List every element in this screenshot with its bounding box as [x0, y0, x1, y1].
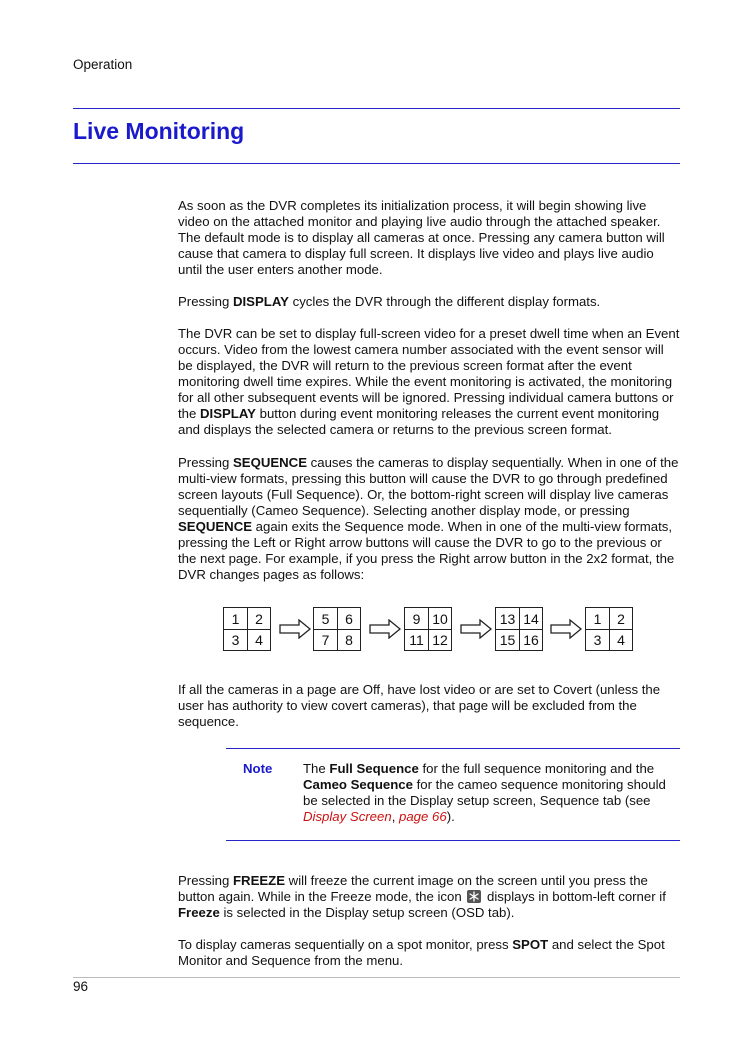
camera-cell: 1	[586, 608, 610, 630]
camera-cell: 5	[314, 608, 338, 630]
note-text: The Full Sequence for the full sequence monitoring and the Cameo Sequence for the cameo sequence monitoring should be selected in the Display setup screen, Sequence tab (see Display Screen, page 66).	[303, 761, 666, 824]
camera-cell: 15	[496, 629, 520, 651]
note-rule-top	[226, 748, 680, 749]
camera-cell: 16	[523, 632, 539, 648]
page-66-link[interactable]: page 66	[399, 809, 447, 824]
running-header: Operation	[73, 57, 133, 72]
right-arrow-icon	[369, 619, 401, 639]
paragraph-intro: As soon as the DVR completes its initialization process, it will begin showing live video on the attached monitor and playing live audio through the attached speaker. The default mode is to display all cameras at once. Pressing any camera button will cause that camera to display full screen. It displays live video and plays live audio until the user enters another mode.	[178, 198, 665, 277]
camera-cell: 4	[255, 632, 263, 648]
camera-cell: 2	[609, 608, 633, 630]
freeze-icon	[467, 890, 481, 903]
page-number: 96	[73, 979, 89, 994]
note-label: Note	[243, 761, 273, 776]
footer-rule	[73, 977, 680, 978]
right-arrow-icon	[279, 619, 311, 639]
camera-cell: 7	[314, 629, 338, 651]
right-arrow-icon	[550, 619, 582, 639]
paragraph-sequence: Pressing SEQUENCE causes the cameras to display sequentially. When in one of the multi-view formats, pressing this button will cause the DVR to go through predefined screen layouts (Full Sequence). Or, the bottom-right screen will display live cameras sequentially (Cameo Sequence). Selecting another display mode, or pressing SEQUENCE again exits the Sequence mode. When in one of the multi-view formats, pressing the Left or Right arrow buttons will cause the DVR to go to the previous or the next page. For example, if you press the Right arrow button in the 2x2 format, the DVR changes pages as follows:	[178, 455, 679, 582]
camera-cell: 4	[617, 632, 625, 648]
paragraph-event: The DVR can be set to display full-screen video for a preset dwell time when an Event occurs. Video from the lowest camera number associated with the event sensor will be displayed, the DVR will return to the previous screen format after the event monitoring dwell time expires. While the event monitoring is activated, the monitoring for all other subsequent events will be ignored. Pressing individual camera buttons or the DISPLAY button during event monitoring releases the current event monitoring and displays the selected camera or returns to the previous screen format.	[178, 326, 680, 437]
camera-cell: 8	[345, 632, 353, 648]
camera-cell: 3	[586, 629, 610, 651]
title-rule-top	[73, 108, 680, 109]
camera-cell: 10	[428, 608, 452, 630]
note-rule-bottom	[226, 840, 680, 841]
camera-cell: 6	[337, 608, 361, 630]
sequence-page-1	[223, 607, 271, 651]
camera-cell: 12	[432, 632, 448, 648]
right-arrow-icon	[460, 619, 492, 639]
sequence-page-3	[404, 607, 452, 651]
title-rule-bottom	[73, 163, 680, 164]
sequence-page-4	[495, 607, 543, 651]
paragraph-covert: If all the cameras in a page are Off, have lost video or are set to Covert (unless the user has authority to view covert cameras), that page will be excluded from the sequence.	[178, 682, 661, 729]
page-title: Live Monitoring	[73, 118, 245, 144]
camera-cell: 13	[496, 608, 520, 630]
sequence-page-5	[585, 607, 633, 651]
sequence-page-2	[313, 607, 361, 651]
paragraph-freeze: Pressing FREEZE will freeze the current image on the screen until you press the button again. While in the Freeze mode, the icon displays in bottom-left corner if Freeze is selected in the Display setup screen (OSD tab).	[178, 873, 666, 920]
camera-cell: 11	[405, 629, 429, 651]
camera-cell: 1	[224, 608, 248, 630]
camera-cell: 3	[224, 629, 248, 651]
camera-cell: 9	[405, 608, 429, 630]
paragraph-spot: To display cameras sequentially on a spot monitor, press SPOT and select the Spot Monitor and Sequence from the menu.	[178, 937, 665, 968]
paragraph-display: Pressing DISPLAY cycles the DVR through the different display formats.	[178, 294, 601, 309]
display-screen-link[interactable]: Display Screen	[303, 809, 392, 824]
camera-cell: 14	[519, 608, 543, 630]
camera-cell: 2	[247, 608, 271, 630]
